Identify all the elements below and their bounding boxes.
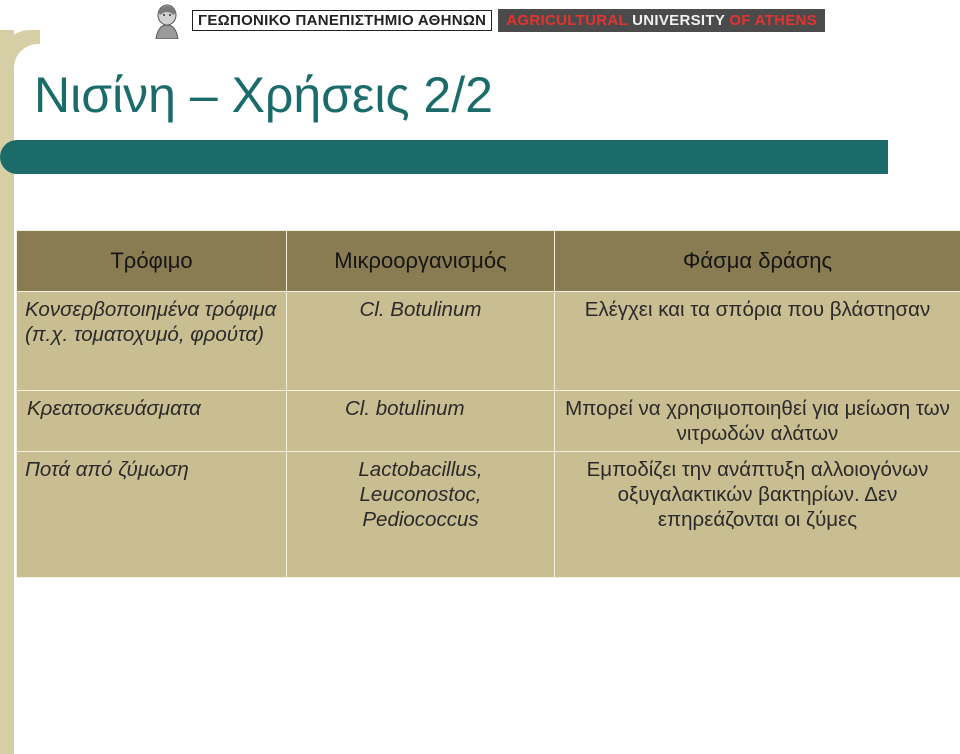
cell-food: Κονσερβοποιημένα τρόφιμα (π.χ. τοματοχυμό, φρούτα) — [17, 292, 287, 391]
logo-english-accent-1: AGRICULTURAL — [506, 11, 628, 29]
header-microorganism: Μικροοργανισμός — [287, 231, 555, 292]
logo-english-mid: UNIVERSITY — [627, 11, 730, 29]
university-logo — [150, 0, 825, 40]
title-bar-lip — [14, 174, 54, 188]
logo-english-accent-2: OF ATHENS — [729, 11, 818, 29]
athena-emblem-icon — [150, 1, 184, 39]
table-row — [17, 391, 960, 452]
table-row — [17, 452, 960, 578]
cell-spectrum: Εμποδίζει την ανάπτυξη αλλοιογόνων οξυγαλακτικών βακτηρίων. Δεν επηρεάζονται οι ζύμες — [555, 452, 960, 578]
logo-english-text — [498, 9, 825, 32]
nisin-uses-table — [16, 230, 960, 578]
cell-food: Ποτά από ζύμωση — [17, 452, 287, 578]
header-spectrum: Φάσμα δράσης — [555, 231, 960, 292]
cell-microorganism: Cl. botulinum — [287, 391, 555, 452]
cell-microorganism: Lactobacillus, Leuconostoc, Pediococcus — [287, 452, 555, 578]
left-frame — [0, 30, 14, 754]
logo-greek-text: ΓΕΩΠΟΝΙΚΟ ΠΑΝΕΠΙΣΤΗΜΙΟ ΑΘΗΝΩΝ — [192, 10, 492, 31]
slide-title: Νισίνη – Χρήσεις 2/2 — [34, 67, 493, 123]
cell-food: Κρεατοσκευάσματα — [17, 391, 287, 452]
cell-spectrum: Μπορεί να χρησιμοποιηθεί για μείωση των νιτρωδών αλάτων — [555, 391, 960, 452]
title-underline-bar — [0, 140, 888, 174]
cell-spectrum: Ελέγχει και τα σπόρια που βλάστησαν — [555, 292, 960, 391]
table-header-row — [17, 231, 960, 292]
cell-microorganism: Cl. Botulinum — [287, 292, 555, 391]
table-row — [17, 292, 960, 391]
header-food: Τρόφιμο — [17, 231, 287, 292]
